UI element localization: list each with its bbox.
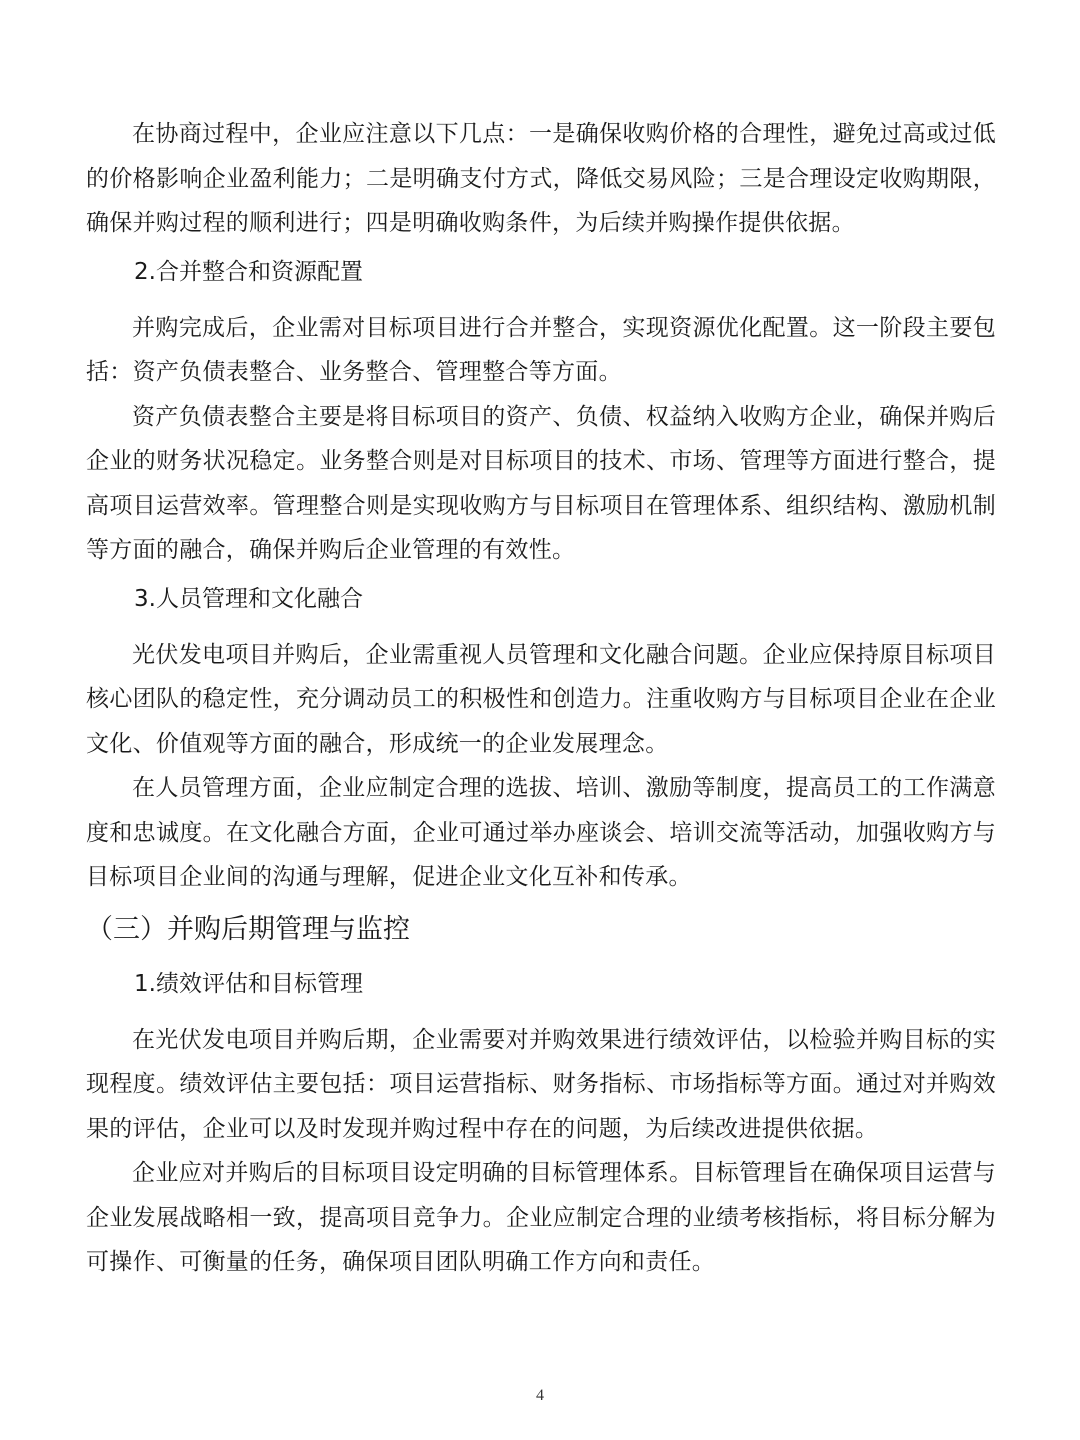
subheading-performance-evaluation: 1.绩效评估和目标管理 bbox=[134, 970, 363, 997]
paragraph-personnel-details: 在人员管理方面，企业应制定合理的选拔、培训、激励等制度，提高员工的工作满意度和忠诚度。在文化融合方面，企业可通过举办座谈会、培训交流等活动，加强收购方与目标项目企业间的沟通与理解，促进企业文化互补和传承。 bbox=[86, 775, 996, 890]
paragraph-performance-evaluation: 在光伏发电项目并购后期，企业需要对并购效果进行绩效评估，以检验并购目标的实现程度。绩效评估主要包括：项目运营指标、财务指标、市场指标等方面。通过对并购效果的评估，企业可以及时发现并购过程中存在的问题，为后续改进提供依据。 bbox=[86, 1026, 996, 1142]
subheading-personnel-culture: 3.人员管理和文化融合 bbox=[134, 585, 363, 612]
page-content bbox=[86, 112, 996, 1285]
paragraph-negotiation-points: 在协商过程中，企业应注意以下几点：一是确保收购价格的合理性，避免过高或过低的价格影响企业盈利能力；二是明确支付方式，降低交易风险；三是合理设定收购期限，确保并购过程的顺利进行；四是明确收购条件，为后续并购操作提供依据。 bbox=[86, 121, 996, 236]
page-number: 4 bbox=[536, 1387, 544, 1404]
subheading-merger-integration: 2.合并整合和资源配置 bbox=[134, 258, 363, 285]
paragraph-integration-overview: 并购完成后，企业需对目标项目进行合并整合，实现资源优化配置。这一阶段主要包括：资产负债表整合、业务整合、管理整合等方面。 bbox=[86, 314, 996, 385]
paragraph-balance-sheet-integration: 资产负债表整合主要是将目标项目的资产、负债、权益纳入收购方企业，确保并购后企业的财务状况稳定。业务整合则是对目标项目的技术、市场、管理等方面进行整合，提高项目运营效率。管理整合则是实现收购方与目标项目在管理体系、组织结构、激励机制等方面的融合，确保并购后企业管理的有效性。 bbox=[86, 403, 996, 563]
paragraph-personnel-overview: 光伏发电项目并购后，企业需重视人员管理和文化融合问题。企业应保持原目标项目核心团队的稳定性，充分调动员工的积极性和创造力。注重收购方与目标项目企业在企业文化、价值观等方面的融合，形成统一的企业发展理念。 bbox=[86, 641, 996, 757]
paragraph-target-management: 企业应对并购后的目标项目设定明确的目标管理体系。目标管理旨在确保项目运营与企业发展战略相一致，提高项目竞争力。企业应制定合理的业绩考核指标，将目标分解为可操作、可衡量的任务，确保项目团队明确工作方向和责任。 bbox=[86, 1160, 996, 1275]
section-heading-post-merger: （三）并购后期管理与监控 bbox=[86, 913, 410, 945]
